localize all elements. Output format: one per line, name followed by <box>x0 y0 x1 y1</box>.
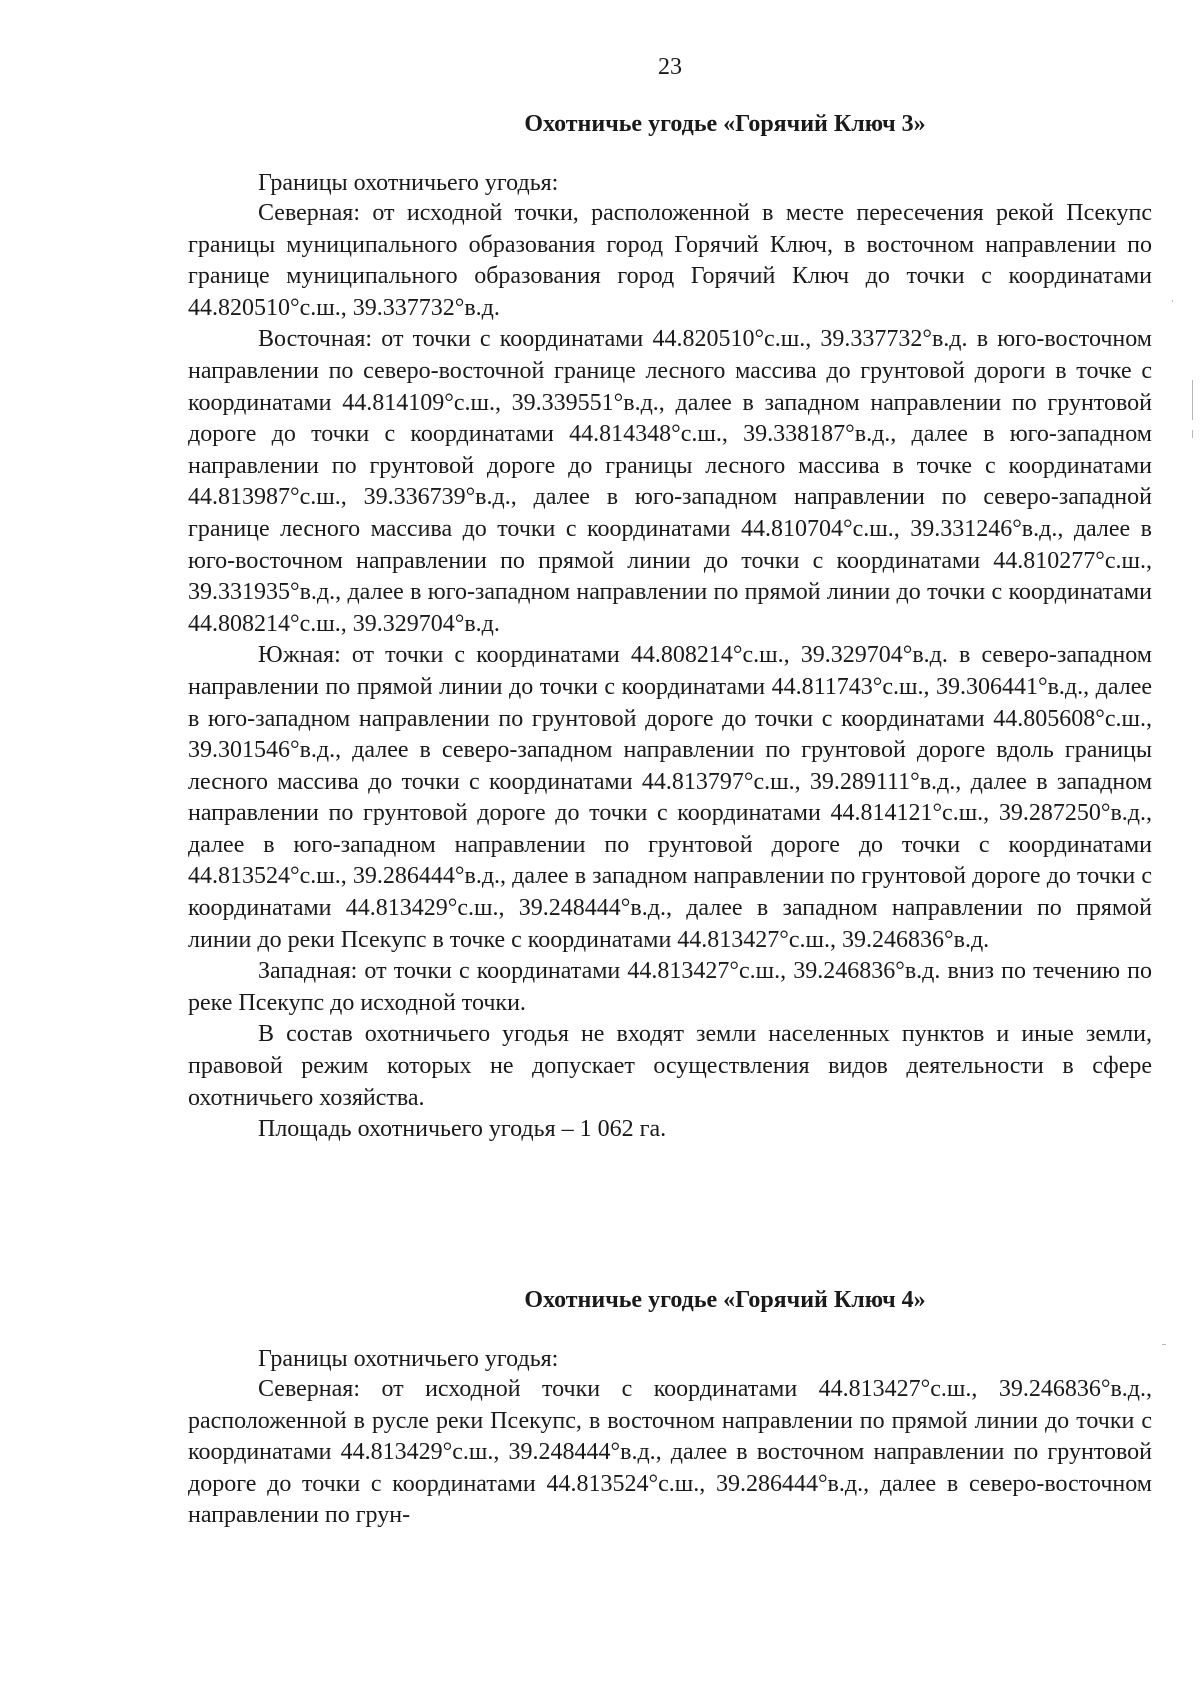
scan-artifact <box>1192 380 1193 420</box>
section-title: Охотничье угодье «Горячий Ключ 3» <box>524 111 926 137</box>
boundary-east: Восточная: от точки с координатами 44.820510°с.ш., 39.337732°в.д. в юго-восточном направлении по северо-восточной границе лесного массива до грунтовой дороги в точке с координатами 44.814109°с.ш., 39.339551°в.д., далее в западном направлении по грунтовой дороге до точки с координатами 44.814348°с.ш., 39.338187°в.д., далее в юго-западном направлении по грунтовой дороге до границы лесного массива в точке с координатами 44.813987°с.ш., 39.336739°в.д., далее в юго-западном направлении по северо-западной границе лесного массива до точки с координатами 44.810704°с.ш., 39.331246°в.д., далее в юго-восточном направлении по прямой линии до точки с координатами 44.810277°с.ш., 39.331935°в.д., далее в юго-западном направлении по прямой линии до точки с координатами 44.808214°с.ш., 39.329704°в.д. <box>188 326 1152 637</box>
scan-artifact <box>1162 1344 1166 1345</box>
exclusion-note: В состав охотничьего угодья не входят земли населенных пунктов и иные земли, правовой режим которых не допускает осуществления видов деятельности в сфере охотничьего хозяйства. <box>188 1021 1152 1111</box>
hunting-ground-section-3 <box>188 111 1152 1146</box>
boundary-west: Западная: от точки с координатами 44.813427°с.ш., 39.246836°в.д. вниз по течению по реке Псекупс до исходной точки. <box>188 958 1152 1016</box>
boundaries-subtitle: Границы охотничьего угодья: <box>258 1346 559 1372</box>
page-number: 23 <box>658 54 682 80</box>
boundaries-subtitle: Границы охотничьего угодья: <box>258 170 559 196</box>
section-title: Охотничье угодье «Горячий Ключ 4» <box>524 1287 926 1313</box>
scan-artifact <box>1192 430 1193 438</box>
hunting-ground-section-4 <box>188 1287 1152 1532</box>
boundary-north: Северная: от исходной точки с координатами 44.813427°с.ш., 39.246836°в.д., расположенной в русле реки Псекупс, в восточном направлении по прямой линии до точки с координатами 44.813429°с.ш., 39.248444°в.д., далее в восточном направлении по грунтовой дороге до точки с координатами 44.813524°с.ш., 39.286444°в.д., далее в северо-восточном направлении по грун- <box>188 1376 1152 1529</box>
boundary-south: Южная: от точки с координатами 44.808214°с.ш., 39.329704°в.д. в северо-западном направлении по прямой линии до точки с координатами 44.811743°с.ш., 39.306441°в.д., далее в юго-западном направлении по грунтовой дороге до точки с координатами 44.805608°с.ш., 39.301546°в.д., далее в северо-западном направлении по грунтовой дороге вдоль границы лесного массива до точки с координатами 44.813797°с.ш., 39.289111°в.д., далее в западном направлении по грунтовой дороге до точки с координатами 44.814121°с.ш., 39.287250°в.д., далее в юго-западном направлении по грунтовой дороге до точки с координатами 44.813524°с.ш., 39.286444°в.д., далее в западном направлении по грунтовой дороге до точки с координатами 44.813429°с.ш., 39.248444°в.д., далее в западном направлении по прямой линии до реки Псекупс в точке с координатами 44.813427°с.ш., 39.246836°в.д. <box>188 642 1152 953</box>
boundary-north: Северная: от исходной точки, расположенной в месте пересечения рекой Псекупс границы муниципального образования город Горячий Ключ, в восточном направлении по границе муниципального образования город Горячий Ключ до точки с координатами 44.820510°с.ш., 39.337732°в.д. <box>188 200 1152 321</box>
area-statement: Площадь охотничьего угодья – 1 062 га. <box>258 1116 667 1143</box>
scan-artifact <box>1172 300 1173 302</box>
